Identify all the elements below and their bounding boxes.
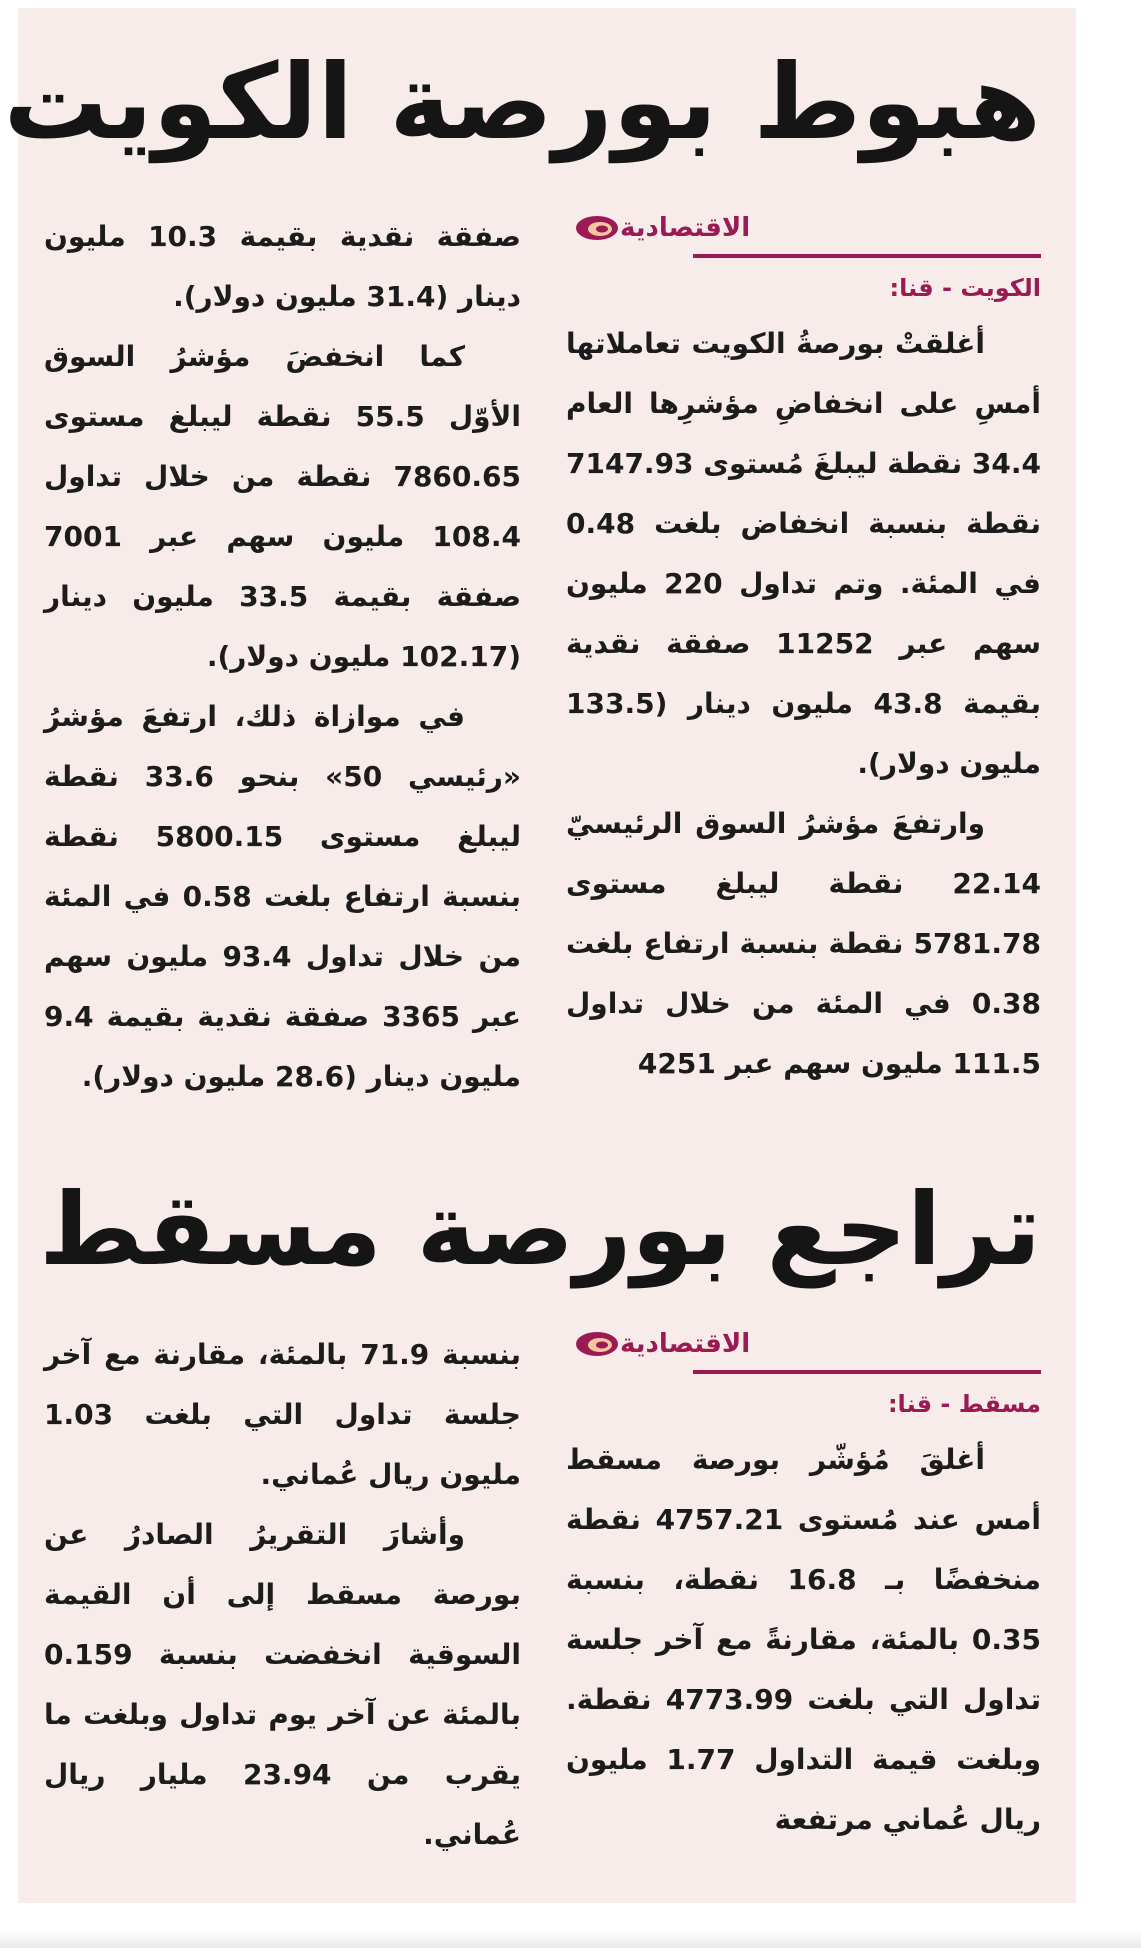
paragraph: صفقة نقدية بقيمة 10.3 مليون دينار (31.4 مليون دولار). bbox=[44, 220, 521, 313]
section-rule bbox=[693, 1370, 1041, 1374]
paragraph: وأشارَ التقريرُ الصادرُ عن بورصة مسقط إلى أن القيمة السوقية انخفضت بنسبة 0.159 بالمئة عن آخر يوم تداول وبلغت ما يقرب من 23.94 مليار ريال عُماني. bbox=[44, 1518, 521, 1851]
right-column bbox=[566, 208, 1041, 1094]
article-kuwait bbox=[3, 0, 1076, 1150]
left-column bbox=[44, 1325, 521, 1865]
paragraph: وارتفعَ مؤشرُ السوق الرئيسيّ 22.14 نقطة ليبلغ مستوى 5781.78 نقطة بنسبة ارتفاع بلغت 0.38 في المئة من خلال تداول 111.5 مليون سهم عبر 4251 bbox=[566, 807, 1041, 1080]
paragraph: بنسبة 71.9 بالمئة، مقارنة مع آخر جلسة تداول التي بلغت 1.03 مليون ريال عُماني. bbox=[44, 1338, 522, 1491]
section-logo-icon bbox=[574, 214, 620, 242]
section-logo-icon bbox=[574, 1330, 620, 1358]
dateline: الكويت - قنا: bbox=[889, 274, 1041, 302]
paragraph: كما انخفضَ مؤشرُ السوق الأوّل 55.5 نقطة ليبلغ مستوى 7860.65 نقطة من خلال تداول 108.4 مليون سهم عبر 7001 صفقة بقيمة 33.5 مليون دينار (102.17 مليون دولار). bbox=[44, 340, 521, 673]
paragraph: أغلقَ مُؤشّر بورصة مسقط أمس عند مُستوى 4757.21 نقطة منخفضًا بـ 16.8 نقطة، بنسبة 0.35 بالمئة، مقارنةً مع آخر جلسة تداول التي بلغت 4773.99 نقطة. وبلغت قيمة التداول 1.77 مليون ريال عُماني مرتفعة bbox=[566, 1443, 1042, 1836]
page-bottom-edge bbox=[0, 1930, 1141, 1948]
section-label: الاقتصادية bbox=[620, 213, 751, 243]
section-label: الاقتصادية bbox=[620, 1329, 751, 1359]
right-column bbox=[566, 1324, 1041, 1850]
headline: تراجع بورصة مسقط bbox=[39, 1171, 1041, 1288]
dateline: مسقط - قنا: bbox=[887, 1390, 1041, 1418]
section-tag bbox=[566, 208, 1041, 248]
section-tag bbox=[566, 1324, 1041, 1364]
left-column bbox=[44, 207, 521, 1107]
section-rule bbox=[693, 254, 1041, 258]
article-muscat bbox=[18, 1150, 1076, 1910]
paragraph: في موازاة ذلك، ارتفعَ مؤشرُ «رئيسي 50» بنحو 33.6 نقطة ليبلغ مستوى 5800.15 نقطة بنسبة ارتفاع بلغت 0.58 في المئة من خلال تداول 93.4 مليون سهم عبر 3365 صفقة نقدية بقيمة 9.4 مليون دينار (28.6 مليون دولار). bbox=[44, 700, 522, 1093]
headline: هبوط بورصة الكويت bbox=[3, 41, 1041, 163]
paragraph: أغلقتْ بورصةُ الكويت تعاملاتها أمسِ على انخفاضِ مؤشرِها العام 34.4 نقطة ليبلغَ مُستوى 7147.93 نقطة بنسبة انخفاض بلغت 0.48 في المئة. وتم تداول 220 مليون سهم عبر 11252 صفقة نقدية بقيمة 43.8 مليون دينار (133.5 مليون دولار). bbox=[566, 327, 1042, 780]
